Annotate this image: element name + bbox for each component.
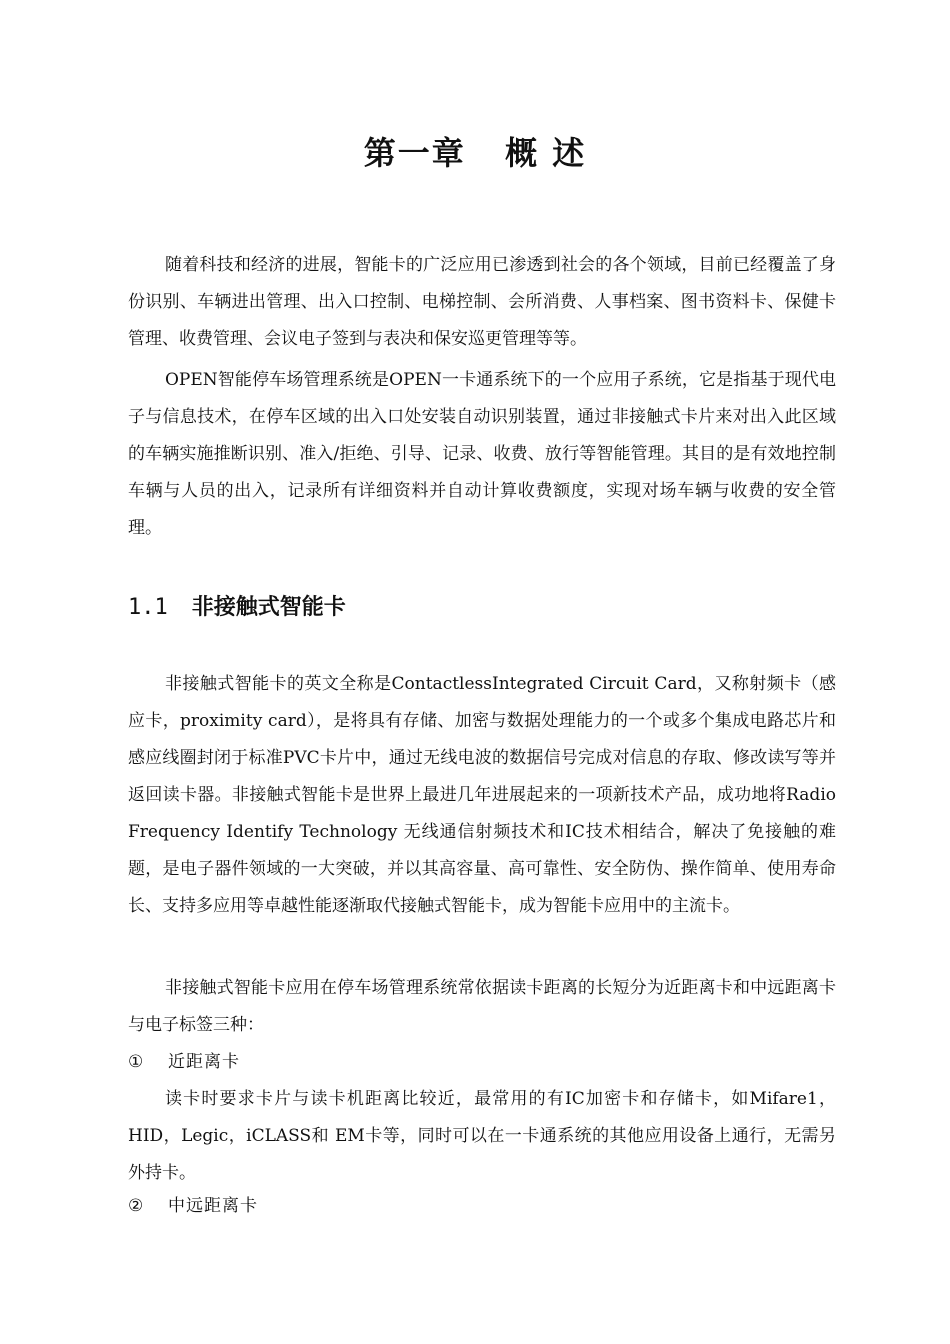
- section-heading: [128, 590, 346, 626]
- list-marker: ①: [128, 1052, 144, 1072]
- list-item-mid-range-card: [128, 1188, 258, 1225]
- section-paragraph-1: 非接触式智能卡的英文全称是ContactlessIntegrated Circuit Card，又称射频卡（感应卡，proximity card），是将具有存储、加密与数据处理能力的一个或多个集成电路芯片和感应线圈封闭于标准PVC卡片中，通过无线电波的数据信号完成对信息的存取、修改读写等并返回读卡器。非接触式智能卡是世界上最进几年进展起来的一项新技术产品，成功地将Radio Frequency Identify Technology 无线通信射频技术和IC技术相结合，解决了免接触的难题，是电子器件领域的一大突破，并以其高容量、高可靠性、安全防伪、操作简单、使用寿命长、支持多应用等卓越性能逐渐取代接触式智能卡，成为智能卡应用中的主流卡。: [128, 674, 836, 916]
- chapter-title: 第一章 概 述: [363, 134, 587, 172]
- list-marker: ②: [128, 1196, 144, 1216]
- list-item-label: 近距离卡: [168, 1052, 240, 1072]
- section-number: 1.1: [128, 595, 168, 620]
- intro-paragraph-2: OPEN智能停车场管理系统是OPEN一卡通系统下的一个应用子系统，它是指基于现代电子与信息技术，在停车区域的出入口处安装自动识别装置，通过非接触式卡片来对出入此区域的车辆实施推断识别、准入/拒绝、引导、记录、收费、放行等智能管理。其目的是有效地控制车辆与人员的出入，记录所有详细资料并自动计算收费额度，实现对场车辆与收费的安全管理。: [128, 370, 836, 538]
- near-card-description: 读卡时要求卡片与读卡机距离比较近，最常用的有IC加密卡和存储卡，如Mifare1，HID，Legic，iCLASS和 EM卡等，同时可以在一卡通系统的其他应用设备上通行，无需另外持卡。: [128, 1089, 836, 1183]
- section-title: 非接触式智能卡: [191, 595, 346, 620]
- intro-paragraph-1: 随着科技和经济的进展，智能卡的广泛应用已渗透到社会的各个领域，目前已经覆盖了身份识别、车辆进出管理、出入口控制、电梯控制、会所消费、人事档案、图书资料卡、保健卡管理、收费管理、会议电子签到与表决和保安巡更管理等等。: [128, 255, 836, 349]
- section-paragraph-2: 非接触式智能卡应用在停车场管理系统常依据读卡距离的长短分为近距离卡和中远距离卡与电子标签三种：: [128, 978, 836, 1035]
- list-item-near-card: [128, 1044, 240, 1081]
- list-item-label: 中远距离卡: [168, 1196, 258, 1216]
